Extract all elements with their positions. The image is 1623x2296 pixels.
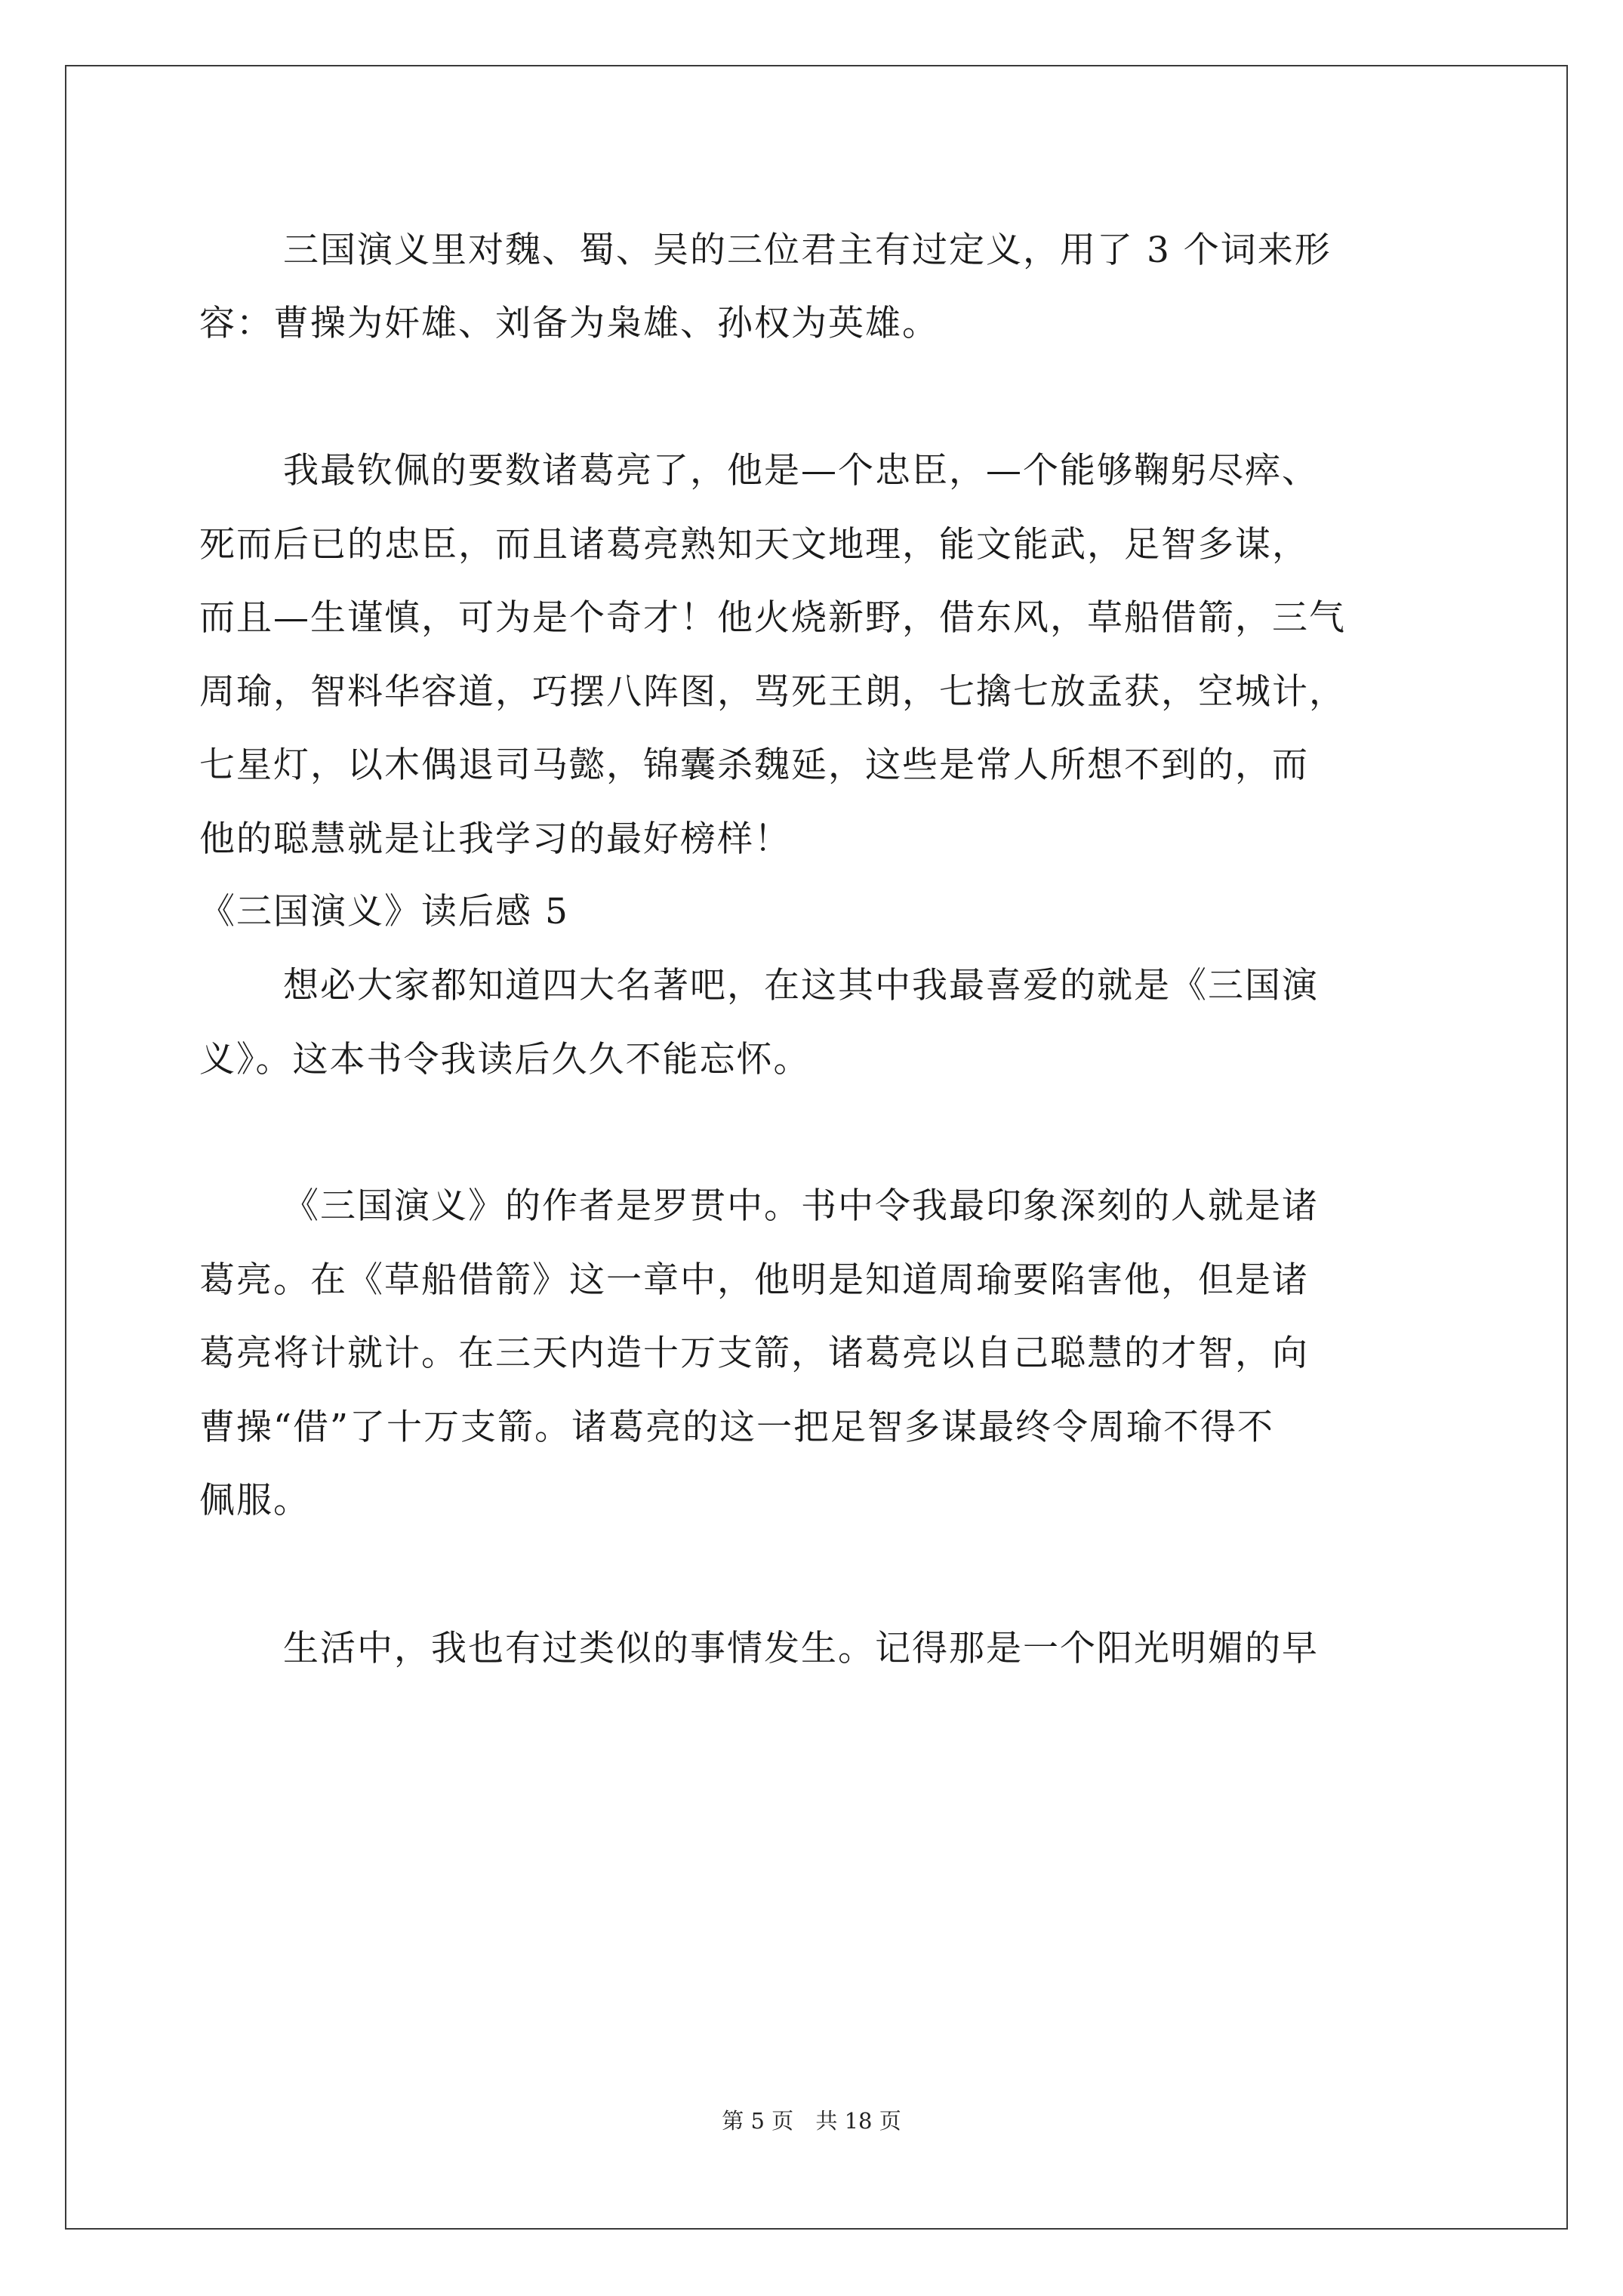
paragraph-line: 周瑜，智料华容道，巧摆八阵图，骂死王朗，七擒七放孟获，空城计， xyxy=(199,671,1346,713)
paragraph-line: 我最钦佩的要数诸葛亮了，他是—个忠臣，—个能够鞠躬尽瘁、 xyxy=(283,450,1319,492)
paragraph-line: 《三国演义》的作者是罗贯中。书中令我最印象深刻的人就是诸 xyxy=(283,1185,1319,1227)
paragraph-line: 佩服。 xyxy=(199,1480,310,1521)
paragraph-line: 而且—生谨慎，可为是个奇才！他火烧新野，借东风，草船借箭，三气 xyxy=(199,597,1346,639)
paragraph-line: 义》。这本书令我读后久久不能忘怀。 xyxy=(199,1039,811,1080)
page-footer xyxy=(0,2110,1623,2132)
paragraph-line: 容：曹操为奸雄、刘备为枭雄、孙权为英雄。 xyxy=(199,303,939,344)
paragraph-line: 死而后已的忠臣，而且诸葛亮熟知天文地理，能文能武，足智多谋， xyxy=(199,524,1309,566)
page-number: 第 5 页 xyxy=(722,2108,794,2134)
section-heading: 《三国演义》读后感 5 xyxy=(199,891,569,932)
page-total: 共 18 页 xyxy=(815,2108,901,2134)
paragraph-line: 想必大家都知道四大名著吧，在这其中我最喜爱的就是《三国演 xyxy=(283,965,1319,1006)
paragraph-line: 七星灯，以木偶退司马懿，锦囊杀魏延，这些是常人所想不到的，而 xyxy=(199,744,1309,786)
paragraph-line: 葛亮。在《草船借箭》这一章中，他明是知道周瑜要陷害他，但是诸 xyxy=(199,1259,1309,1301)
paragraph-line: 他的聪慧就是让我学习的最好榜样！ xyxy=(199,818,791,860)
paragraph-line: 生活中，我也有过类似的事情发生。记得那是一个阳光明媚的早 xyxy=(283,1628,1319,1669)
paragraph-line: 葛亮将计就计。在三天内造十万支箭，诸葛亮以自己聪慧的才智，向 xyxy=(199,1333,1309,1374)
paragraph-line: 三国演义里对魏、蜀、吴的三位君主有过定义，用了 3 个词来形 xyxy=(283,230,1332,271)
paragraph-line: 曹操“借”了十万支箭。诸葛亮的这一把足智多谋最终令周瑜不得不 xyxy=(199,1407,1275,1448)
